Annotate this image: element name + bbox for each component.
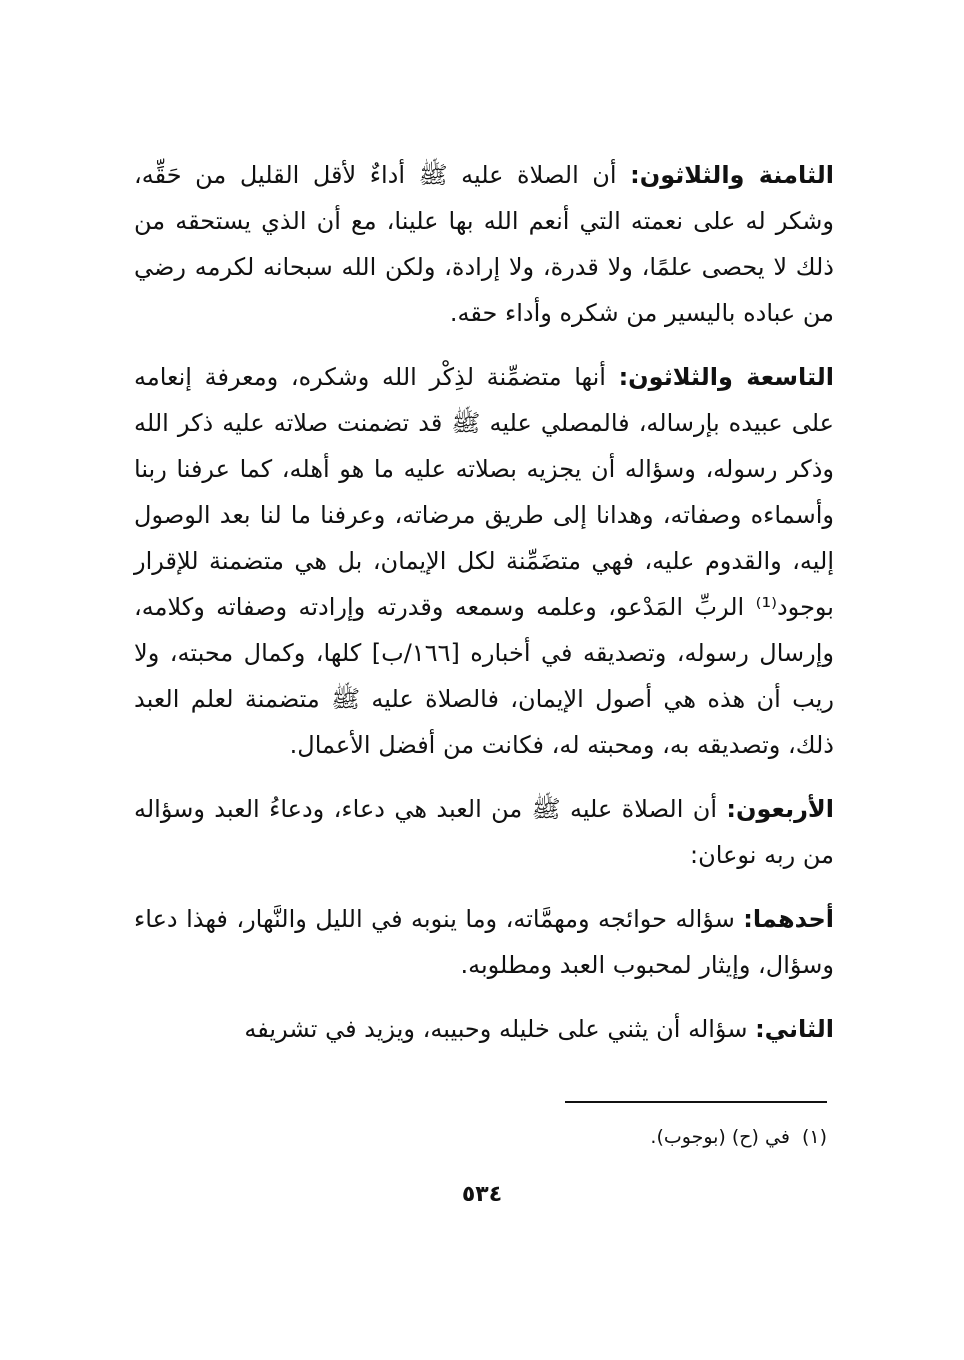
paragraph-first-type: [134, 896, 834, 988]
paragraph-heading: الأربعون:: [726, 795, 834, 823]
paragraph-heading: الثاني:: [755, 1015, 834, 1043]
paragraph-body: سؤاله أن يثني على خليله وحبيبه، ويزيد في تشريفه: [244, 1015, 756, 1043]
paragraph-40: [134, 786, 834, 878]
footnote-divider: [565, 1101, 827, 1103]
paragraph-body: سؤاله حوائجه ومهمَّاته، وما ينوبه في الليل والنَّهار، فهذا دعاء وسؤال، وإيثار لمحبوب العبد ومطلوبه.: [134, 905, 834, 979]
paragraph-heading: التاسعة والثلاثون:: [618, 363, 834, 391]
paragraph-heading: الثامنة والثلاثون:: [630, 161, 834, 189]
paragraph-second-type: [134, 1006, 834, 1052]
paragraph-body: أنها متضمِّنة لذِكْر الله وشكره، ومعرفة إنعامه على عبيده بإرساله، فالمصلي عليه ﷺ قد تضمنت صلاته عليه ذكر الله وذكر رسوله، وسؤاله أن يجزيه بصلاته عليه ما هو أهله، كما عرفنا ربنا وأسماءه وصفاته، وهدانا إلى طريق مرضاته، وعرفنا ما لنا بعد الوصول إليه، والقدوم عليه، فهي متضَمِّنة لكل الإيمان، بل هي متضمنة للإقرار بوجود⁽¹⁾ الربِّ المَدْعو، وعلمه وسمعه وقدرته وإرادته وصفاته وكلامه، وإرسال رسوله، وتصديقه في أخباره [١٦٦/ب] كلها، وكمال محبته، ولا ريب أن هذه هي أصول الإيمان، فالصلاة عليه ﷺ متضمنة لعلم العبد ذلك، وتصديقه به، ومحبته له، فكانت من أفضل الأعمال.: [134, 363, 834, 759]
paragraph-38: [134, 152, 834, 336]
main-text: [134, 152, 834, 1070]
paragraph-39: [134, 354, 834, 768]
footnote: [650, 1122, 827, 1152]
page-number: ٥٣٤: [461, 1182, 503, 1207]
footnote-text: في (ح) (بوجوب).: [650, 1126, 790, 1148]
footnote-number: (١): [801, 1126, 827, 1148]
paragraph-body: أن الصلاة عليه ﷺ من العبد هي دعاء، ودعاءُ العبد وسؤاله من ربه نوعان:: [134, 795, 834, 869]
paragraph-body: أن الصلاة عليه ﷺ أداءٌ لأقل القليل من حَقِّه، وشكر له على نعمته التي أنعم الله بها علينا، مع أن الذي يستحقه من ذلك لا يحصى علمًا، ولا قدرة، ولا إرادة، ولكن الله سبحانه لكرمه رضي من عباده باليسير من شكره وأداء حقه.: [134, 161, 834, 327]
paragraph-heading: أحدهما:: [743, 905, 834, 933]
